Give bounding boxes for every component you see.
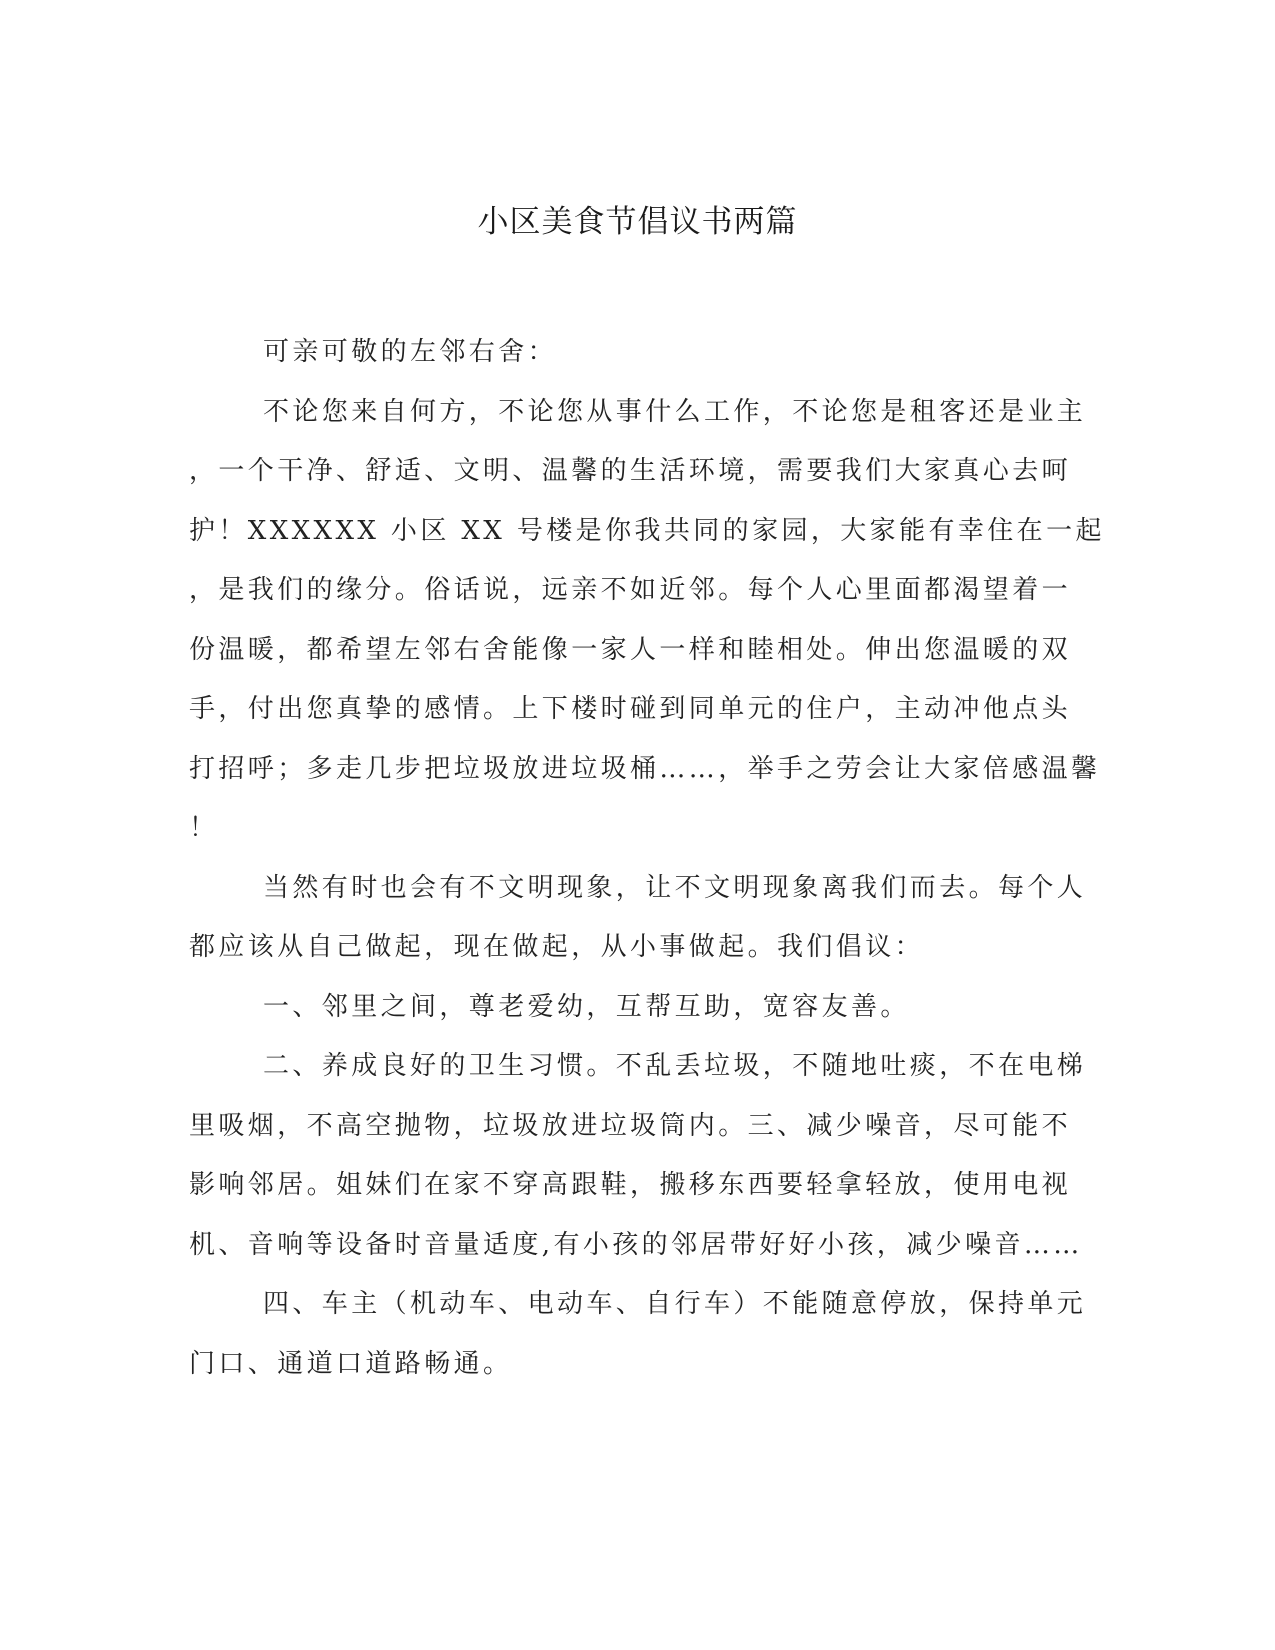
text-line: 二、养成良好的卫生习惯。不乱丢垃圾，不随地吐痰，不在电梯 <box>263 1051 1087 1081</box>
text-line: ，一个干净、舒适、文明、温馨的生活环境，需要我们大家真心去呵 <box>189 456 1072 486</box>
document-title: 小区美食节倡议书两篇 <box>477 204 798 240</box>
text-line: 四、车主（机动车、电动车、自行车）不能随意停放，保持单元 <box>263 1289 1087 1319</box>
body-paragraph-1 <box>189 383 1105 859</box>
text-line: 份温暖，都希望左邻右舍能像一家人一样和睦相处。伸出您温暖的双 <box>189 634 1072 665</box>
text-line: 机、音响等设备时音量适度,有小孩的邻居带好好小孩，减少噪音…… <box>189 1229 1083 1260</box>
text-line: ，是我们的缘分。俗话说，远亲不如近邻。每个人心里面都渴望着一 <box>189 575 1072 605</box>
text-line: 不论您来自何方，不论您从事什么工作，不论您是租客还是业主 <box>263 396 1087 427</box>
text-line: 打招呼；多走几步把垃圾放进垃圾桶……，举手之劳会让大家倍感温馨 <box>189 753 1101 784</box>
salutation-paragraph <box>189 323 1075 383</box>
document-body <box>189 323 1105 1394</box>
proposal-item-4 <box>189 1275 1087 1394</box>
text-line: 一、邻里之间，尊老爱幼，互帮互助，宽容友善。 <box>263 991 910 1022</box>
body-paragraph-2 <box>189 859 1087 978</box>
text-line: 当然有时也会有不文明现象，让不文明现象离我们而去。每个人 <box>263 872 1087 903</box>
text-line: 里吸烟，不高空抛物，垃圾放进垃圾筒内。三、减少噪音，尽可能不 <box>189 1110 1072 1141</box>
text-line: 门口、通道口道路畅通。 <box>189 1348 513 1379</box>
text-line: 影响邻居。姐妹们在家不穿高跟鞋，搬移东西要轻拿轻放，使用电视 <box>189 1170 1072 1200</box>
proposal-item-1 <box>189 978 1075 1038</box>
text-line: 可亲可敬的左邻右舍： <box>263 337 558 367</box>
text-line: 护！XXXXXX 小区 XX 号楼是你我共同的家园，大家能有幸住在一起 <box>189 515 1105 546</box>
text-line: 都应该从自己做起，现在做起，从小事做起。我们倡议： <box>189 932 925 962</box>
proposal-item-2 <box>189 1037 1087 1275</box>
text-line: 手，付出您真挚的感情。上下楼时碰到同单元的住户，主动冲他点头 <box>189 694 1072 724</box>
text-line: ！ <box>189 813 219 843</box>
